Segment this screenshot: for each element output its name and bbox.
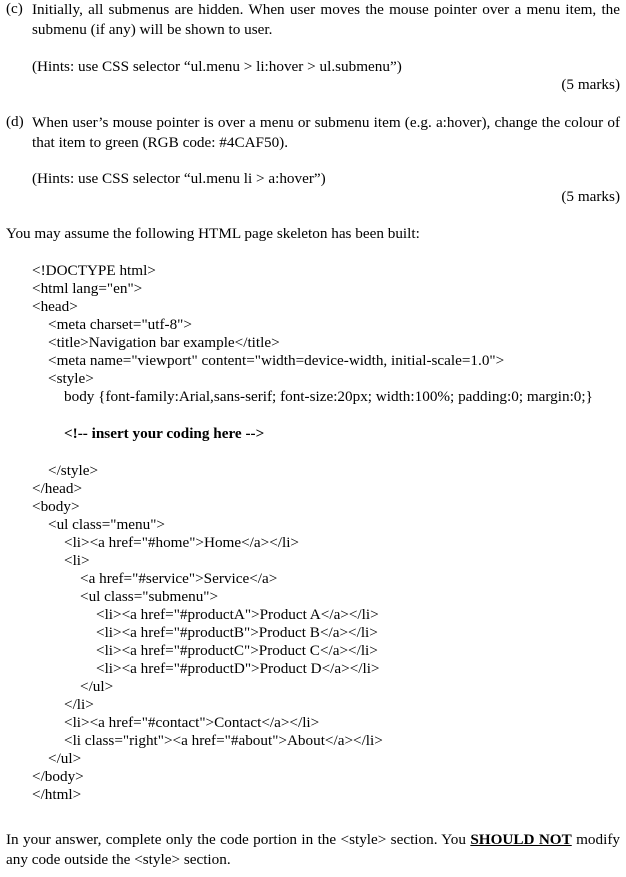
code-line: <!DOCTYPE html>	[32, 262, 156, 279]
insert-coding-comment: <!-- insert your coding here -->	[64, 425, 265, 442]
code-line: <li><a href="#productC">Product C</a></li>	[96, 642, 378, 659]
code-line: <li><a href="#contact">Contact</a></li>	[64, 714, 320, 731]
hint-d: (Hints: use CSS selector “ul.menu li > a:hover”)	[32, 170, 326, 187]
code-line: <li><a href="#productB">Product B</a></li>	[96, 624, 378, 641]
code-line: <li>	[64, 552, 90, 569]
intro-text: You may assume the following HTML page skeleton has been built:	[6, 225, 420, 242]
code-line: <head>	[32, 298, 78, 315]
code-line: </style>	[48, 462, 99, 479]
code-line: <ul class="menu">	[48, 516, 165, 533]
code-line: </body>	[32, 768, 84, 785]
question-label-d: (d)	[6, 113, 24, 130]
code-line: </html>	[32, 786, 82, 803]
code-line: <li class="right"><a href="#about">About</a></li>	[64, 732, 383, 749]
code-line: <title>Navigation bar example</title>	[48, 334, 280, 351]
question-text-c: Initially, all submenus are hidden. When user moves the mouse pointer over a menu item, the submenu (if any) will be shown to user.	[32, 1, 620, 38]
closing-instruction	[6, 830, 620, 870]
code-line: </li>	[64, 696, 94, 713]
code-line: <li><a href="#productD">Product D</a></li>	[96, 660, 380, 677]
code-line: <li><a href="#productA">Product A</a></li>	[96, 606, 379, 623]
closing-text-after: modify any code outside the <style> section.	[6, 831, 620, 868]
code-line: <a href="#service">Service</a>	[80, 570, 278, 587]
code-line: <meta name="viewport" content="width=device-width, initial-scale=1.0">	[48, 352, 505, 369]
should-not-emphasis: SHOULD NOT	[470, 831, 572, 848]
code-line: <ul class="submenu">	[80, 588, 219, 605]
code-line: <body>	[32, 498, 80, 515]
code-line: <li><a href="#home">Home</a></li>	[64, 534, 299, 551]
hint-c: (Hints: use CSS selector “ul.menu > li:hover > ul.submenu”)	[32, 58, 402, 75]
code-line: <meta charset="utf-8">	[48, 316, 192, 333]
code-line: </ul>	[48, 750, 82, 767]
marks-d: (5 marks)	[561, 188, 620, 205]
marks-c: (5 marks)	[561, 76, 620, 93]
question-text-d: When user’s mouse pointer is over a menu or submenu item (e.g. a:hover), change the colour of that item to green (RGB code: #4CAF50).	[32, 114, 620, 151]
code-line: </ul>	[80, 678, 114, 695]
code-line: <html lang="en">	[32, 280, 143, 297]
code-line: <style>	[48, 370, 94, 387]
code-line: body {font-family:Arial,sans-serif; font-size:20px; width:100%; padding:0; margin:0;}	[64, 388, 593, 405]
code-line: </head>	[32, 480, 83, 497]
question-label-c: (c)	[6, 0, 23, 17]
closing-text-before: In your answer, complete only the code portion in the <style> section. You	[6, 831, 471, 848]
